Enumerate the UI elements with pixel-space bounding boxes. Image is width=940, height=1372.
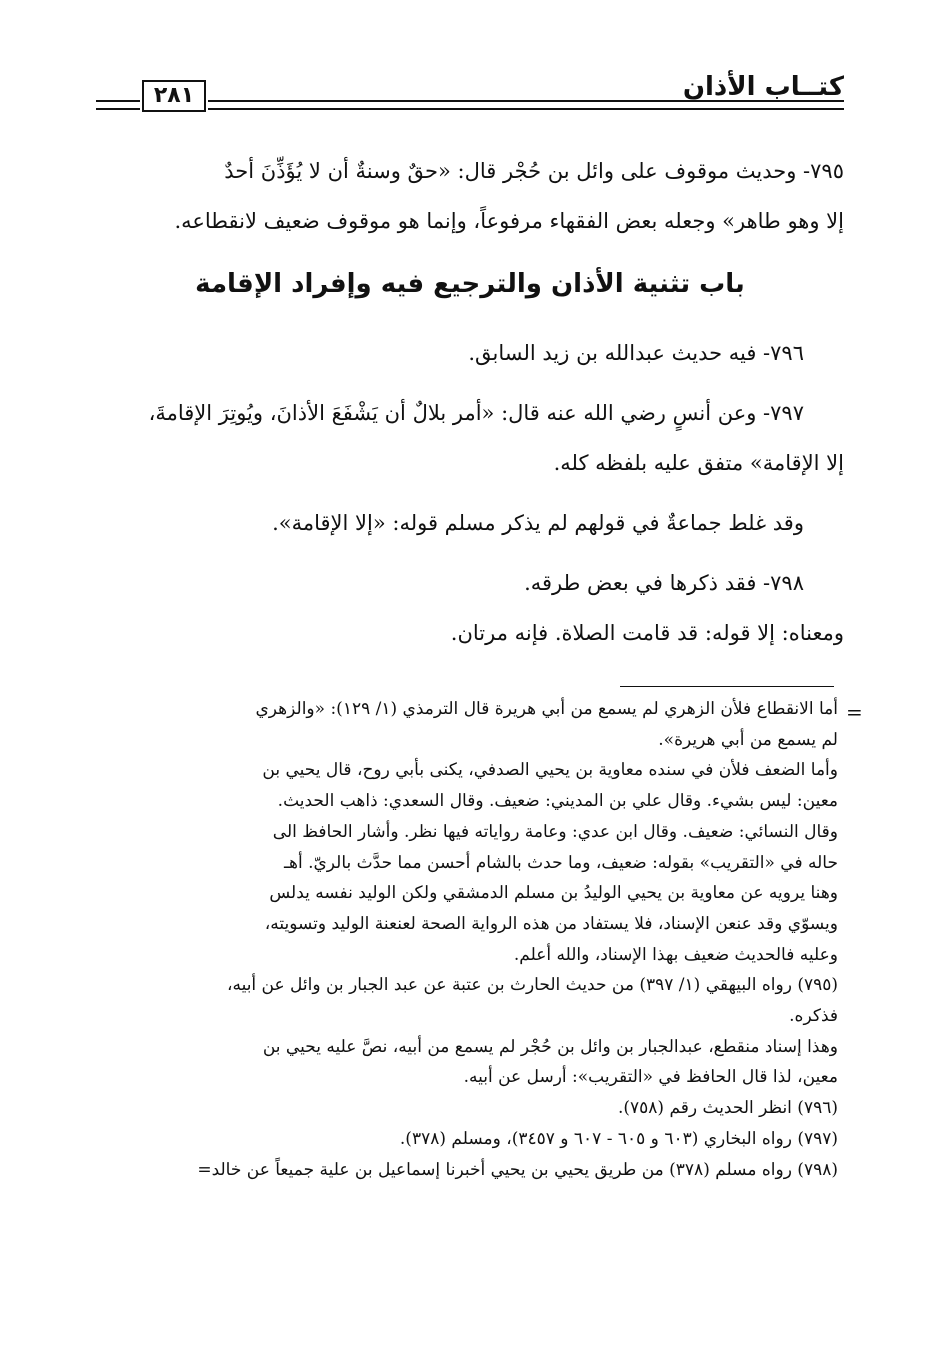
hadith-795-line1: ٧٩٥- وحديث موقوف على وائل بن حُجْر قال: «حقٌ وسنةٌ أن لا يُؤَذِّنَ أحدٌ (224, 159, 844, 183)
footnote-line: حاله في «التقريب» بقوله: ضعيف، وما حدث بالشام أحسن مما حدَّث بالريّ. أهـ (284, 852, 838, 873)
hadith-797-line2: إلا الإقامة» متفق عليه بلفظه كله. (553, 451, 844, 475)
footnote-line: وقال النسائي: ضعيف. وقال ابن عدي: وعامة رواياته فيها نظر. وأشار الحافظ الى (272, 821, 838, 842)
footnote-line: معين، لذا قال الحافظ في «التقريب»: أرسل عن أبيه. (463, 1067, 838, 1088)
commentary-note: وقد غلط جماعةٌ في قولهم لم يذكر مسلم قوله: «إلا الإقامة». (272, 511, 804, 535)
footnote-continuation-mark: = (846, 700, 863, 724)
meaning-note: ومعناه: إلا قوله: قد قامت الصلاة. فإنه مرتان. (450, 621, 844, 645)
footnote-796: (٧٩٦) انظر الحديث رقم (٧٥٨). (617, 1098, 838, 1119)
hadith-798: ٧٩٨- فقد ذكرها في بعض طرقه. (524, 571, 804, 595)
footnote-line: وعليه فالحديث ضعيف بهذا الإسناد، والله أعلم. (513, 944, 838, 965)
footnote-line: وهنا يرويه عن معاوية بن يحيي الوليدُ بن مسلم الدمشقي ولكن الوليد نفسه يدلس (269, 883, 838, 904)
footnote-line: ويسوّي وقد عنعن الإسناد، فلا يستفاد من هذه الرواية الصحة لعنعنة الوليد وتسويته، (264, 913, 838, 934)
header-rule-right (208, 100, 844, 110)
footnote-line: وهذا إسناد منقطع، عبدالجبار بن وائل بن حُجْر لم يسمع من أبيه، نصَّ عليه يحيي بن (262, 1036, 838, 1057)
footnote-line: معين: ليس بشيء. وقال علي بن المديني: ضعيف. وقال السعدي: ذاهب الحديث. (277, 791, 838, 812)
hadith-795-line2: إلا وهو طاهر» وجعله بعض الفقهاء مرفوعاً، وإنما هو موقوف ضعيف لانقطاعه. (174, 209, 844, 233)
footnote-795: (٧٩٥) رواه البيهقي (١/ ٣٩٧) من حديث الحارث بن عتبة عن عبد الجبار بن وائل عن أبيه، (226, 975, 838, 996)
footnote-797: (٧٩٧) رواه البخاري (٦٠٣ و ٦٠٥ - ٦٠٧ و ٣٤٥٧)، ومسلم (٣٧٨). (399, 1128, 838, 1149)
hadith-796: ٧٩٦- فيه حديث عبدالله بن زيد السابق. (468, 341, 804, 365)
footnote-798: (٧٩٨) رواه مسلم (٣٧٨) من طريق يحيي بن يحيي أخبرنا إسماعيل بن علية جميعاً عن خالد= (197, 1159, 838, 1180)
header-rule-left (96, 100, 140, 110)
footnote-line: وأما الضعف فلأن في سنده معاوية بن يحيي الصدفي، يكنى بأبي روح، قال يحيي بن (262, 760, 838, 781)
footnote-line: أما الانقطاع فلأن الزهري لم يسمع من أبي هريرة قال الترمذي (١/ ١٢٩): «والزهري (255, 699, 838, 719)
footnotes (84, 694, 838, 1185)
footnote-line: فذكره. (789, 1006, 838, 1027)
footnote-line: لم يسمع من أبي هريرة». (658, 729, 838, 750)
running-title: كتــاب الأذان (682, 72, 844, 102)
main-text (96, 146, 844, 658)
page-number: ٢٨١ (142, 80, 206, 112)
hadith-797-line1: ٧٩٧- وعن أنسٍ رضي الله عنه قال: «أمر بلالٌ أن يَشْفَعَ الأذانَ، ويُوتِرَ الإقامةَ، (148, 401, 804, 425)
footnote-separator (620, 686, 834, 687)
chapter-title: باب تثنية الأذان والترجيع فيه وإفراد الإقامة (195, 269, 745, 299)
page-header (96, 72, 844, 122)
